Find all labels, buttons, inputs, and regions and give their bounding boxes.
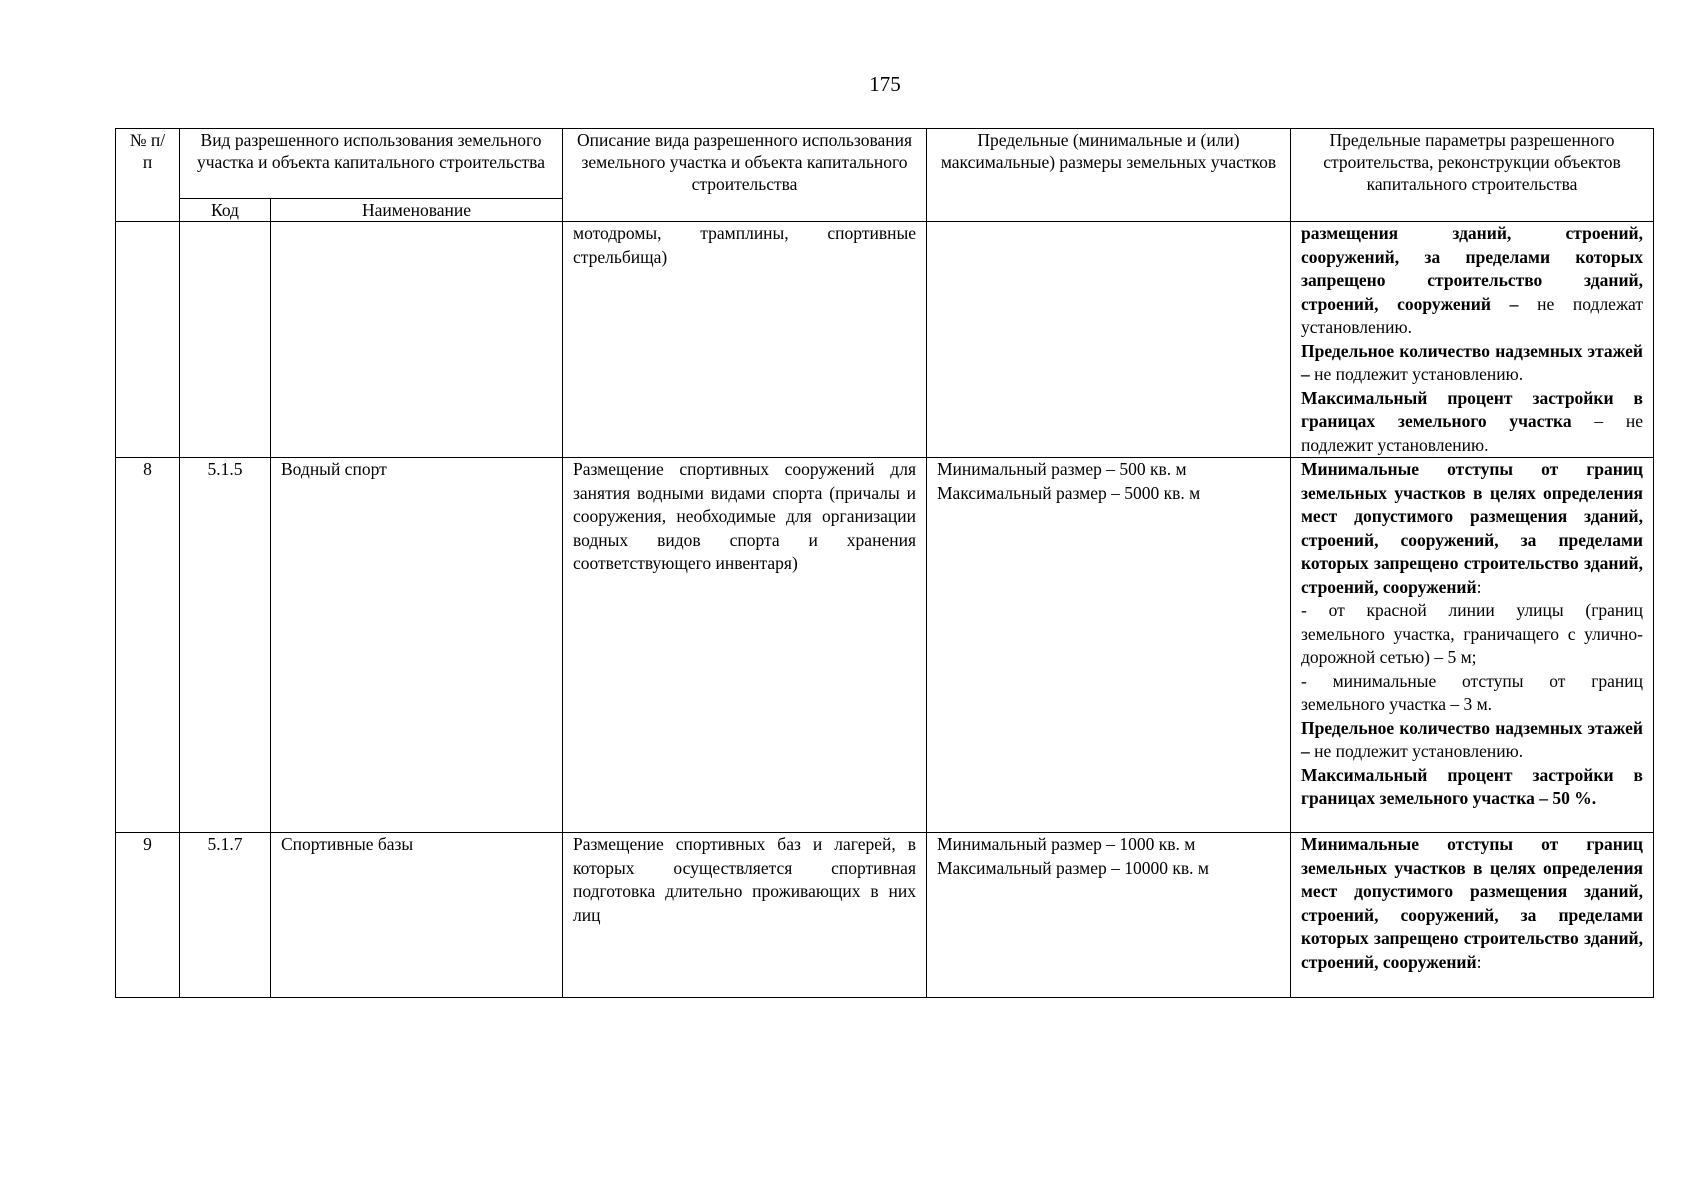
cell-description: Размещение спортивных баз и лагерей, в которых осуществляется спортивная подготовка длительно проживающих в них лиц <box>563 833 927 998</box>
cell-sizes <box>927 222 1291 458</box>
cell-description: мотодромы, трамплины, спортивные стрельбища) <box>563 222 927 458</box>
cell-name: Водный спорт <box>271 458 563 833</box>
cell-description: Размещение спортивных сооружений для занятия водными видами спорта (причалы и сооружения, необходимые для организации водных видов спорта и хранения соответствующего инвентаря) <box>563 458 927 833</box>
header-parameters: Предельные параметры разрешенного строительства, реконструкции объектов капитального строительства <box>1291 129 1654 222</box>
cell-name: Спортивные базы <box>271 833 563 998</box>
cell-code: 5.1.5 <box>180 458 271 833</box>
header-description: Описание вида разрешенного использования земельного участка и объекта капитального строительства <box>563 129 927 222</box>
cell-num <box>116 222 180 458</box>
cell-params <box>1291 222 1654 458</box>
cell-params <box>1291 833 1654 998</box>
size-min: Минимальный размер – 1000 кв. м <box>937 834 1196 854</box>
cell-num: 9 <box>116 833 180 998</box>
cell-num: 8 <box>116 458 180 833</box>
header-num: № п/п <box>116 129 180 222</box>
param-paragraph: Предельное количество надземных этажей – не подлежит установлению. <box>1301 340 1643 384</box>
param-paragraph: Минимальные отступы от границ земельных участков в целях определения мест допустимого размещения зданий, строений, сооружений, за пределами которых запрещено строительство зданий, строений, сооружений: <box>1301 834 1643 972</box>
param-paragraph: Максимальный процент застройки в границах земельного участка – 50 %. <box>1301 764 1643 808</box>
header-plot-sizes: Предельные (минимальные и (или) максимальные) размеры земельных участков <box>927 129 1291 222</box>
param-paragraph: размещения зданий, строений, сооружений, за пределами которых запрещено строительство зданий, строений, сооружений – не подлежат установлению. <box>1301 223 1644 337</box>
param-paragraph: - минимальные отступы от границ земельного участка – 3 м. <box>1301 670 1643 714</box>
cell-sizes <box>927 458 1291 833</box>
header-name: Наименование <box>271 199 563 222</box>
param-paragraph: Предельное количество надземных этажей – не подлежит установлению. <box>1301 717 1643 761</box>
cell-name <box>271 222 563 458</box>
table-row <box>116 222 1654 458</box>
cell-params <box>1291 458 1654 833</box>
cell-code <box>180 222 271 458</box>
land-use-regulations-table <box>115 128 1654 998</box>
table-row <box>116 458 1654 833</box>
param-paragraph: Максимальный процент застройки в границах земельного участка – не подлежит установлению. <box>1301 387 1643 455</box>
header-use-group: Вид разрешенного использования земельного участка и объекта капитального строительства <box>180 129 563 199</box>
param-paragraph: Минимальные отступы от границ земельных участков в целях определения мест допустимого размещения зданий, строений, сооружений, за пределами которых запрещено строительство зданий, строений, сооружений: <box>1301 459 1643 597</box>
param-paragraph: - от красной линии улицы (границ земельного участка, граничащего с улично-дорожной сетью) – 5 м; <box>1301 600 1643 667</box>
header-code: Код <box>180 199 271 222</box>
size-max: Максимальный размер – 5000 кв. м <box>937 482 1201 503</box>
cell-code: 5.1.7 <box>180 833 271 998</box>
table-row <box>116 833 1654 998</box>
cell-sizes <box>927 833 1291 998</box>
page-number: 175 <box>869 72 901 96</box>
size-max: Максимальный размер – 10000 кв. м <box>937 857 1209 878</box>
size-min: Минимальный размер – 500 кв. м <box>937 459 1187 479</box>
